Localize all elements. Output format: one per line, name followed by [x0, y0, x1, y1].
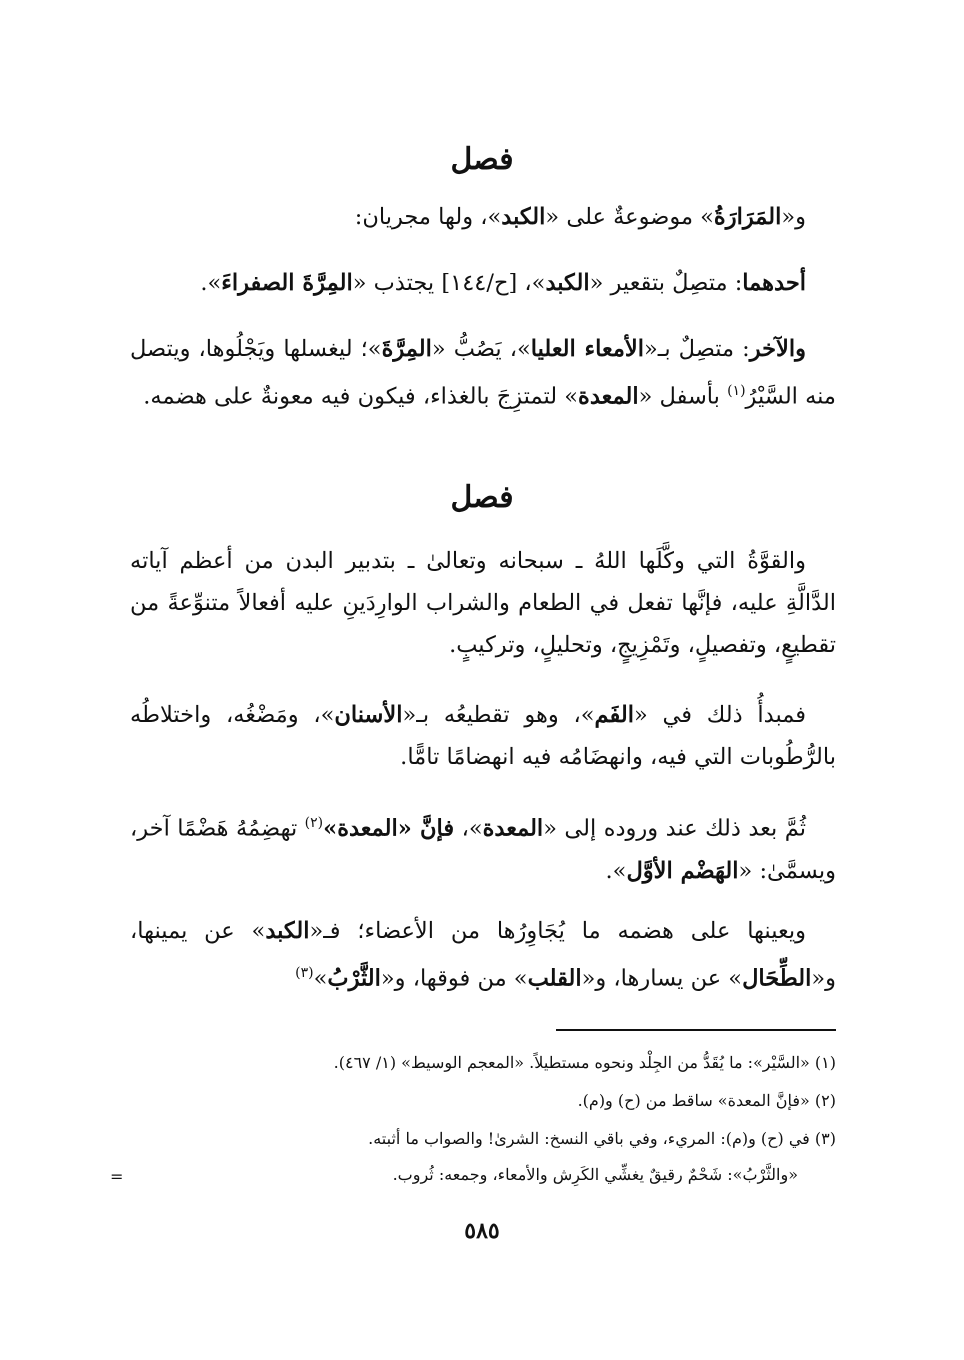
text-span: : متصِلٌ بـ«	[643, 336, 750, 362]
paragraph-1	[130, 196, 836, 238]
paragraph-4: والقوَّةُ التي وكَّلَها اللهُ ـ سبحانه وتعالىٰ ـ بتدبير البدن من أعظم آياته الدَّالَّةِ عليه، فإنَّها تفعل في الطعام والشراب الوارِدَينِ عليه أفعالاً متنوِّعةً من تقطيعٍ، وتفصيلٍ، وتَمْزِيجٍ، وتحليلٍ، وتركيبٍ.	[130, 548, 836, 658]
text-span: ويعينها على هضمه ما يُجَاوِرُها من الأعضاء؛ فـ«	[309, 918, 806, 944]
text-span: »	[313, 965, 328, 992]
text-span: »، وهو تقطيعُه بـ«	[402, 702, 595, 728]
bold-term: المِرَّةَ الصفراءَ	[221, 270, 353, 296]
bold-term: الكبد	[545, 270, 590, 296]
text-span: » موضوعةٌ على «	[545, 204, 714, 230]
text-span: »، ومَضْغُه، واختلاطُه بالرُّطُوبات التي فيه، وانهضَامُه فيه انهضامًا تامًّا.	[130, 702, 836, 770]
paragraph-2	[130, 262, 836, 304]
footnote-ref-1: (١)	[727, 383, 746, 399]
footnote-1	[150, 1048, 836, 1078]
bold-term: المَرَارَةُ	[713, 204, 782, 230]
text-span: ».	[200, 270, 222, 296]
text-span: » من فوقها، و«	[380, 965, 528, 992]
text-span: : متصِلٌ بتقعير «	[589, 270, 743, 296]
text-span: »، ولها مجريان:	[354, 204, 502, 230]
footnote-ref-2: (٢)	[304, 815, 324, 831]
text-span: فمبدأُ ذلك في «	[634, 702, 806, 728]
bold-term: أحدهما	[742, 270, 806, 296]
bold-term: والآخر	[749, 336, 807, 362]
bold-term: فإنَّ «المعدة»	[323, 815, 455, 842]
page-number: ٥٨٥	[464, 1218, 500, 1244]
footnote-text: «والثَّرْبُ»: شَحْمٌ رقيقٌ يغشِّي الكَرِش والأمعاء، وجمعه: ثُروب.	[392, 1165, 798, 1184]
bold-term: الأسنان	[334, 702, 403, 728]
paragraph-3	[130, 328, 836, 418]
text-span: »؛ ليغسلها ويَجْلُوها، ويتصل منه السَّيْرُ	[130, 336, 836, 410]
text-span: »، [ح/١٤٤] يجتذب «	[352, 270, 546, 296]
footnote-number: (٢)	[814, 1091, 836, 1110]
text-span: تهضِمُهُ هَضْمًا آخر، ويسمَّىٰ: «	[130, 815, 836, 884]
bold-term: الكبد	[501, 204, 546, 230]
footnote-3-continued	[150, 1160, 836, 1190]
footnote-3	[150, 1124, 836, 1154]
paragraph-7	[130, 910, 836, 1000]
bold-term: الكبد	[265, 918, 310, 944]
text-span: » عن يمينها، و«	[130, 918, 836, 992]
footnote-text: «السَّيْر»: ما يُقَدُّ من الجِلْد ونحوه مستطيلاً. «المعجم الوسيط» (١/ ٤٦٧).	[333, 1053, 810, 1072]
text-span: » عن يسارها، و«	[581, 965, 743, 992]
bold-term: الأمعاء العليا	[530, 336, 644, 362]
section-heading-2: فصل	[450, 480, 514, 515]
text-span: »،	[454, 815, 483, 842]
continuation-mark: =	[110, 1167, 124, 1186]
paragraph-6	[130, 802, 836, 892]
text-span: ».	[605, 857, 627, 884]
section-heading-1: فصل	[450, 142, 514, 177]
bold-term: القلب	[527, 965, 582, 992]
footnote-2	[150, 1086, 836, 1116]
text-span: ثُمَّ بعد ذلك عند وروده إلى «	[543, 815, 806, 842]
footnote-text: في (ح) و(م): المريء، وفي باقي النسخ: الشرىٰ! والصواب ما أثبته.	[368, 1129, 810, 1148]
bold-term: الفَم	[594, 702, 635, 728]
footnote-text: «فإنَّ المعدة» ساقط من (ح) و(م).	[577, 1091, 810, 1110]
text-span: »، يَصُبُّ «	[431, 336, 531, 362]
footnote-number: (٣)	[814, 1129, 836, 1148]
bold-term: الهَضْم الأوَّل	[626, 857, 739, 884]
text-span: » لتمتزِجَ بالغذاء، فيكون فيه معونةٌ على هضمه.	[143, 383, 579, 410]
paragraph-5	[130, 694, 836, 778]
footnote-divider	[556, 1029, 836, 1031]
bold-term: الطِّحَال	[742, 965, 812, 992]
text-span: بأسفل «	[638, 383, 728, 410]
text-span: و«	[781, 204, 806, 230]
bold-term: المعدة	[578, 383, 639, 410]
bold-term: الثَّرْبُ	[327, 965, 381, 992]
bold-term: المِرَّةَ	[381, 336, 432, 362]
footnote-ref-3: (٣)	[295, 965, 314, 981]
footnote-number: (١)	[814, 1053, 836, 1072]
bold-term: المعدة	[482, 815, 544, 842]
